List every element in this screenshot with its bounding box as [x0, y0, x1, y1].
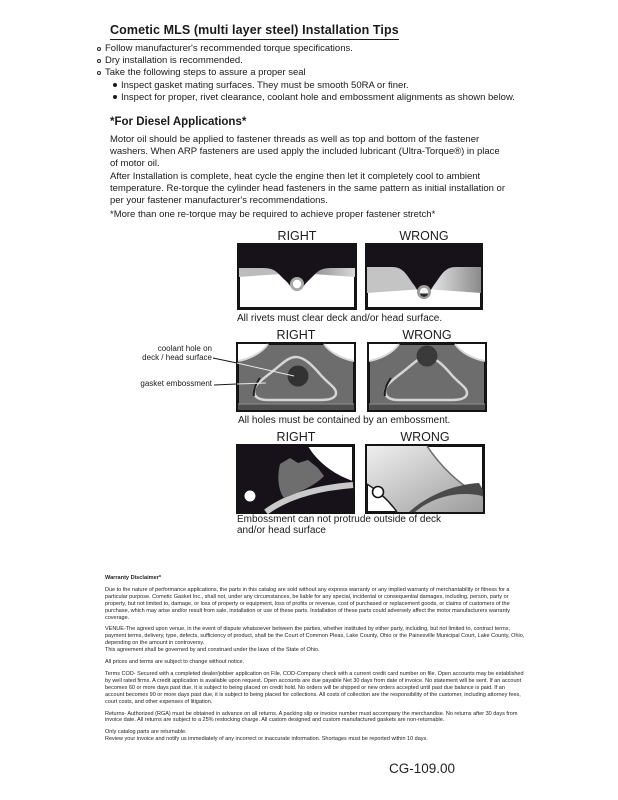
tip-text: Inspect for proper, rivet clearance, coolant hole and embossment alignments as shown below.	[121, 91, 515, 103]
list-item	[113, 93, 537, 103]
terms-paragraph: Terms COD- Secured with a completed dealer/jobber application on File, COD-Company check with a current credit card number on file. Open accounts may be established by well rated firms. A credit application is available upon request. Open accounts are due payable Net 30 days from date of invoice. No statement will be sent. If an account becomes 60 or more days past due, it is subject to being placed on credit hold. No orders will be shipped or new orders accepted until past due balance is paid. If an account becomes 90 or more days past due, it is subject to being placed for collections. All costs of collection are the responsibility of the customer, including attorney fees, court costs, and other expenses of litigation.	[105, 670, 524, 705]
row3-caption: Embossment can not protrude outside of deck and/or head surface	[237, 514, 442, 536]
page-title: Cometic MLS (multi layer steel) Installation Tips	[110, 23, 399, 40]
embossment-protrusion-right-diagram	[236, 444, 355, 514]
solid-bullet-icon	[113, 95, 117, 99]
gasket-embossment-label: gasket embossment	[140, 379, 212, 388]
list-item	[97, 44, 537, 54]
returns-paragraph: Returns- Authorized (RGA) must be obtained in advance on all returns. A packing slip or invoice number must accompany the merchandise. No returns after 30 days from invoice date. All returns are subject to a 25% restocking charge. All custom designed and custom manufactured gaskets are non-returnable.	[105, 710, 518, 724]
row2-caption: All holes must be contained by an embossment.	[238, 415, 451, 426]
catalog-returnable-line: Only catalog parts are returnable.	[105, 729, 187, 736]
prices-line: All prices and terms are subject to change without notice.	[105, 659, 245, 666]
list-item	[97, 68, 537, 78]
venue-paragraph: VENUE-The agreed upon venue, in the event of dispute whatsoever between the parties, whether instituted by either party, including, but not limited to, contract terms, payment terms, delivery, type, defects, sufficiency of product, shall be the Court of Common Pleas, Lake County, Ohio or the Painesville Municipal Court, Lake County, Ohio, depending on the amount in controversy.	[105, 626, 525, 647]
installation-tips-list	[97, 44, 537, 105]
catalog-page-code: CG-109.00	[389, 761, 456, 776]
warranty-paragraph: Due to the nature of performance applications, the parts in this catalog are sold without any express warranty or any implied warranty of merchantability or fitness for a particular purpose. Cometic Gasket Inc., shall not, under any circumstances, be liable for any special, incidental or consequential damages, including, person, party or property, but not limited to, damage, or loss of property or equipment, loss of profits or revenue, cost of purchased or replacement goods, or claims of customers of the purchase, which may arise and/or result from sale, installation or use of these parts. Installation of these parts could adversely affect the motor manufacturers warranty coverage.	[105, 586, 510, 621]
hollow-bullet-icon	[97, 59, 101, 63]
tip-text: Take the following steps to assure a proper seal	[105, 67, 306, 79]
row3-right-label: RIGHT	[276, 430, 316, 444]
diesel-paragraph-1: Motor oil should be applied to fastener threads as well as top and bottom of the fastener washers. When ARP fasteners are used apply the included lubricant (Ultra-Torque®) in place of motor oil.	[110, 134, 500, 170]
agreement-line: This agreement shall be governed by and construed under the laws of the State of Ohio.	[105, 647, 320, 654]
embossment-containment-wrong-diagram	[367, 342, 487, 412]
row2-wrong-label: WRONG	[402, 328, 452, 342]
diesel-applications-heading: *For Diesel Applications*	[110, 116, 247, 128]
tip-text: Dry installation is recommended.	[105, 55, 243, 67]
hollow-bullet-icon	[97, 47, 101, 51]
retorque-note: *More than one re-torque may be required to achieve proper fastener stretch*	[110, 209, 436, 220]
warranty-disclaimer-heading: Warranty Disclaimer*	[105, 575, 162, 581]
diesel-paragraph-2: After Installation is complete, heat cycle the engine then let it completely cool to ambient temperature. Re-torque the cylinder head fasteners in the same pattern as initial installation or per your fastener manufacturer's recommendations.	[110, 171, 505, 207]
coolant-hole-icon	[417, 346, 438, 367]
embossment-containment-right-diagram	[236, 342, 356, 412]
bolt-hole-icon	[373, 487, 384, 498]
solid-bullet-icon	[113, 83, 117, 87]
row1-wrong-label: WRONG	[399, 229, 449, 243]
coolant-hole-icon	[288, 366, 309, 387]
row1-caption: All rivets must clear deck and/or head surface.	[237, 313, 443, 324]
row3-wrong-label: WRONG	[400, 430, 450, 444]
list-item	[97, 56, 537, 66]
row2-right-label: RIGHT	[276, 328, 316, 342]
embossment-protrusion-wrong-diagram	[365, 444, 485, 514]
bolt-hole-icon	[245, 491, 256, 502]
warranty-disclaimer-section	[105, 575, 525, 743]
rivet-clearance-wrong-diagram	[365, 243, 483, 310]
list-item	[113, 81, 537, 91]
row1-right-label: RIGHT	[277, 229, 317, 243]
rivet-clearance-right-diagram	[237, 243, 357, 310]
hollow-bullet-icon	[97, 71, 101, 75]
tip-text: Inspect gasket mating surfaces. They must be smooth 50RA or finer.	[121, 79, 409, 91]
review-invoice-line: Review your invoice and notify us immediately of any incorrect or inaccurate information. Shortages must be reported within 10 days.	[105, 736, 428, 743]
coolant-hole-label: coolant hole on deck / head surface	[142, 344, 212, 362]
tip-text: Follow manufacturer's recommended torque specifications.	[105, 43, 353, 54]
